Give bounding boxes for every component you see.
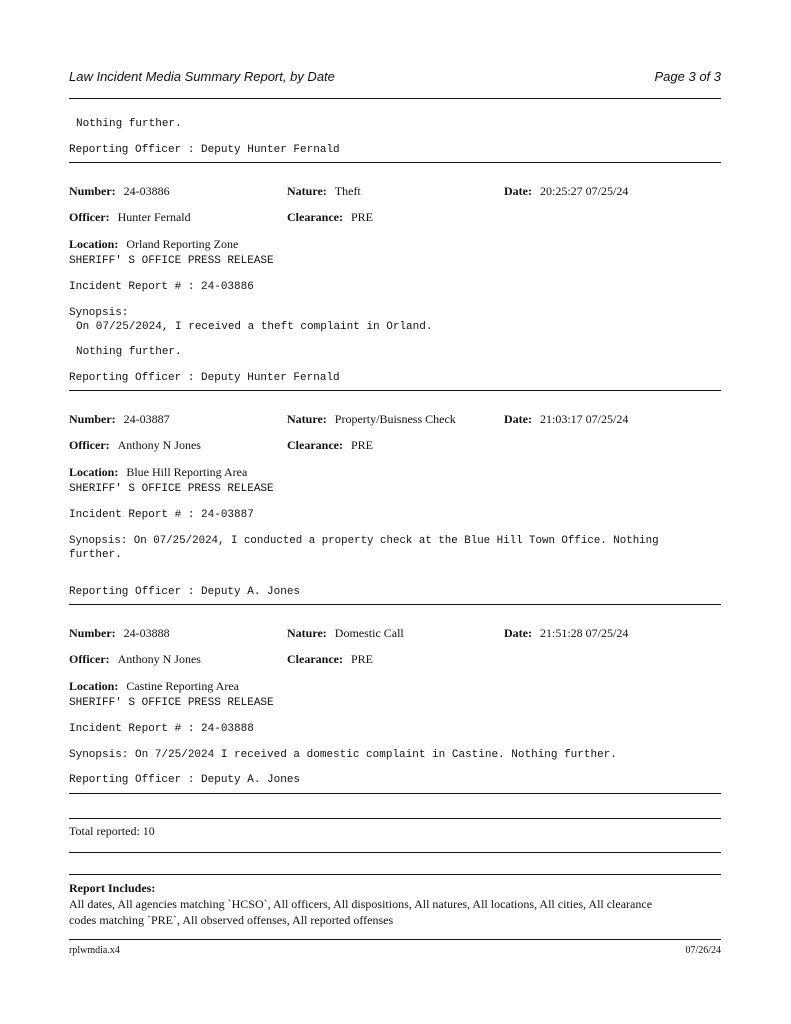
total-divider-bottom xyxy=(69,852,721,853)
incident-divider xyxy=(69,162,721,163)
incident-report-number: Incident Report # : 24-03886 xyxy=(69,281,254,293)
total-divider-top xyxy=(69,818,721,819)
header-divider xyxy=(69,98,721,99)
incident-clearance: Clearance: PRE xyxy=(287,438,373,452)
incident-date: Date: 21:51:28 07/25/24 xyxy=(504,626,629,640)
footer-divider xyxy=(69,939,721,940)
incident-location: Location: Orland Reporting Zone xyxy=(69,237,239,251)
incident-date: Date: 20:25:27 07/25/24 xyxy=(504,184,629,198)
incident-location: Location: Castine Reporting Area xyxy=(69,679,239,693)
includes-divider xyxy=(69,874,721,875)
page-number: Page 3 of 3 xyxy=(654,69,721,84)
press-release-label: SHERIFF' S OFFICE PRESS RELEASE xyxy=(69,483,274,495)
synopsis-text: On 07/25/2024, I received a theft complaint in Orland. xyxy=(76,321,433,333)
report-includes-line-1: All dates, All agencies matching `HCSO`, All officers, All dispositions, All natures, All locations, All cities, All clearance xyxy=(69,897,653,911)
incident-number: Number: 24-03888 xyxy=(69,626,170,640)
synopsis-text-continued: further. xyxy=(69,549,122,561)
incident-clearance: Clearance: PRE xyxy=(287,652,373,666)
press-release-label: SHERIFF' S OFFICE PRESS RELEASE xyxy=(69,255,274,267)
incident-number: Number: 24-03886 xyxy=(69,184,170,198)
reporting-officer: Reporting Officer : Deputy Hunter Fernald xyxy=(69,372,340,384)
incident-divider xyxy=(69,793,721,794)
total-reported: Total reported: 10 xyxy=(69,824,155,838)
footer-report-code: rplwmdia.x4 xyxy=(69,945,120,956)
carryover-text: Nothing further. xyxy=(76,118,182,130)
incident-officer: Officer: Anthony N Jones xyxy=(69,438,201,452)
incident-nature: Nature: Theft xyxy=(287,184,361,198)
carryover-reporting-officer: Reporting Officer : Deputy Hunter Fernald xyxy=(69,144,340,156)
synopsis-further: Nothing further. xyxy=(76,346,182,358)
incident-location: Location: Blue Hill Reporting Area xyxy=(69,465,248,479)
reporting-officer: Reporting Officer : Deputy A. Jones xyxy=(69,774,301,786)
incident-nature: Nature: Property/Buisness Check xyxy=(287,412,456,426)
incident-officer: Officer: Hunter Fernald xyxy=(69,210,191,224)
incident-divider xyxy=(69,390,721,391)
incident-date: Date: 21:03:17 07/25/24 xyxy=(504,412,629,426)
press-release-label: SHERIFF' S OFFICE PRESS RELEASE xyxy=(69,697,274,709)
incident-report-number: Incident Report # : 24-03888 xyxy=(69,723,254,735)
incident-divider xyxy=(69,604,721,605)
incident-officer: Officer: Anthony N Jones xyxy=(69,652,201,666)
report-includes-line-2: codes matching `PRE`, All observed offenses, All reported offenses xyxy=(69,913,394,927)
incident-report-number: Incident Report # : 24-03887 xyxy=(69,509,254,521)
incident-clearance: Clearance: PRE xyxy=(287,210,373,224)
synopsis-label: Synopsis: xyxy=(69,307,129,319)
footer-print-date: 07/26/24 xyxy=(685,945,721,956)
report-title: Law Incident Media Summary Report, by Date xyxy=(69,69,335,84)
reporting-officer: Reporting Officer : Deputy A. Jones xyxy=(69,586,301,598)
incident-nature: Nature: Domestic Call xyxy=(287,626,404,640)
synopsis-text: Synopsis: On 7/25/2024 I received a domestic complaint in Castine. Nothing further. xyxy=(69,749,617,761)
synopsis-text: Synopsis: On 07/25/2024, I conducted a property check at the Blue Hill Town Office. Nothing xyxy=(69,535,659,547)
incident-number: Number: 24-03887 xyxy=(69,412,170,426)
report-includes-label: Report Includes: xyxy=(69,881,156,895)
